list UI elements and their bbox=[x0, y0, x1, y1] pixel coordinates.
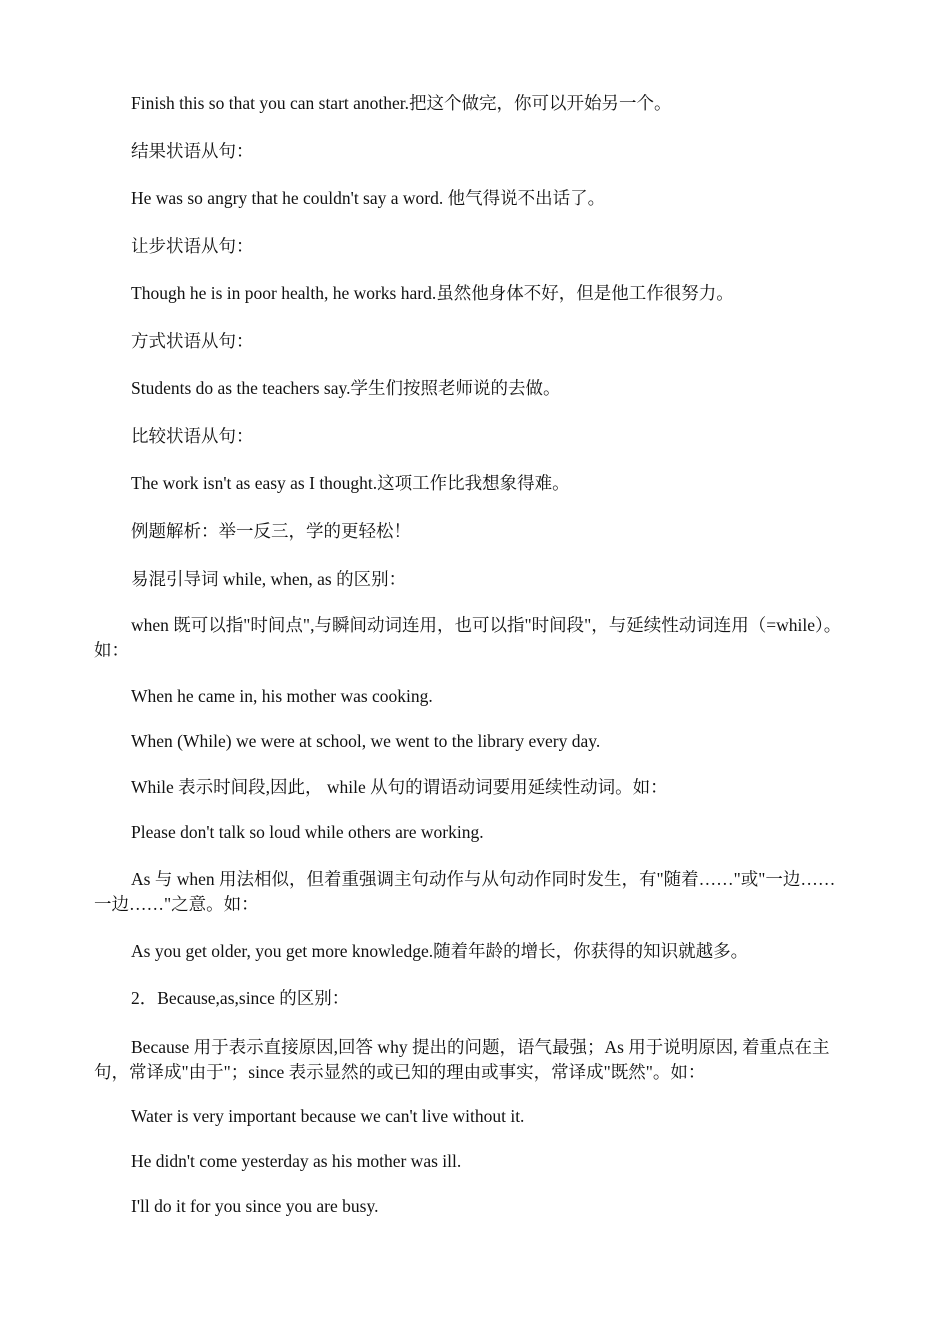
heading-manner-clause: 方式状语从句： bbox=[131, 331, 254, 351]
example-comparison-clause: The work isn't as easy as I thought.这项工作比我想象得难。 bbox=[131, 473, 570, 493]
example-when-2: When (While) we were at school, we went to the library every day. bbox=[131, 731, 601, 751]
heading-while-when-as: 易混引导词 while, when, as 的区别： bbox=[131, 569, 407, 589]
example-while: Please don't talk so loud while others are working. bbox=[131, 822, 484, 842]
explanation-as: As 与 when 用法相似，但着重强调主句动作与从句动作同时发生，有"随着……"或"一边……一边……"之意。如： bbox=[94, 869, 836, 914]
heading-example-analysis: 例题解析：举一反三，学的更轻松！ bbox=[131, 521, 411, 541]
example-since: I'll do it for you since you are busy. bbox=[131, 1196, 379, 1216]
explanation-when: when 既可以指"时间点",与瞬间动词连用，也可以指"时间段"，与延续性动词连用（=while）。如： bbox=[94, 615, 842, 660]
example-manner-clause: Students do as the teachers say.学生们按照老师说的去做。 bbox=[131, 378, 561, 398]
explanation-while: While 表示时间段,因此， while 从句的谓语动词要用延续性动词。如： bbox=[131, 777, 668, 797]
example-result-clause: He was so angry that he couldn't say a word. 他气得说不出话了。 bbox=[131, 188, 606, 208]
example-as: As you get older, you get more knowledge.随着年龄的增长，你获得的知识就越多。 bbox=[131, 941, 749, 961]
heading-comparison-clause: 比较状语从句： bbox=[131, 426, 254, 446]
example-purpose-clause: Finish this so that you can start another.把这个做完，你可以开始另一个。 bbox=[131, 93, 672, 113]
example-when-1: When he came in, his mother was cooking. bbox=[131, 686, 433, 706]
example-because: Water is very important because we can't live without it. bbox=[131, 1106, 525, 1126]
example-concession-clause: Though he is in poor health, he works hard.虽然他身体不好，但是他工作很努力。 bbox=[131, 283, 734, 303]
heading-because-as-since: 2．Because,as,since 的区别： bbox=[131, 988, 350, 1008]
heading-result-clause: 结果状语从句： bbox=[131, 141, 254, 161]
heading-concession-clause: 让步状语从句： bbox=[131, 236, 254, 256]
example-as-reason: He didn't come yesterday as his mother was ill. bbox=[131, 1151, 462, 1171]
explanation-because-as-since: Because 用于表示直接原因,回答 why 提出的问题，语气最强；As 用于说明原因, 着重点在主句，常译成"由于"；since 表示显然的或已知的理由或事实，常译成"既然"。如： bbox=[94, 1037, 830, 1082]
